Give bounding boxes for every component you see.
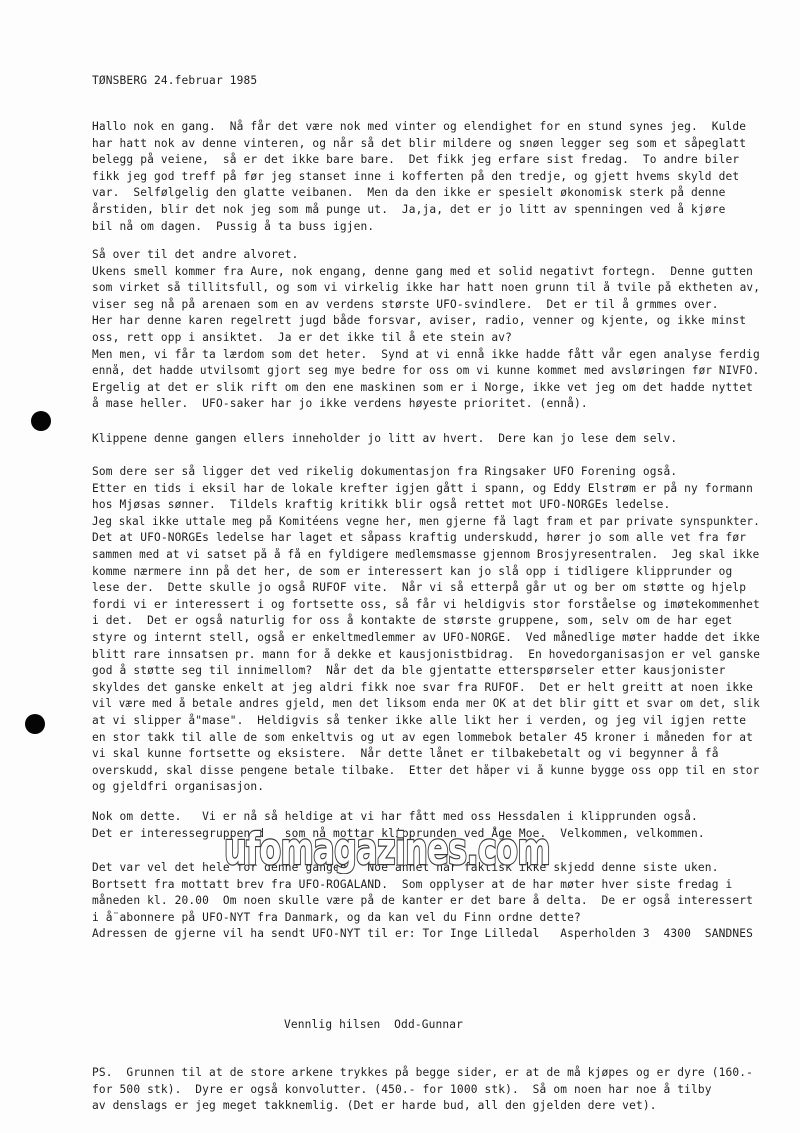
text-line: i å¨abonnere på UFO-NYT fra Danmark, og da kan vel du Finn ordne dette? bbox=[92, 910, 581, 924]
text-line: og gjeldfri organisasjon. bbox=[92, 780, 265, 794]
text-line: som virket så tillitsfull, og som vi virkelig ikke har hatt noen grunn til å tvile på ektheten av, bbox=[92, 281, 761, 295]
text-line: Så over til det andre alvoret. bbox=[92, 248, 299, 261]
text-line: blitt rare innsatsen pr. mann for å dekke et kausjonistbidrag. En hovedorganisasjon er vel ganske bbox=[92, 647, 761, 661]
text-line: oss, rett opp i ansiktet. Ja er det ikke til å ete stein av? bbox=[92, 331, 513, 344]
text-line: Adressen de gjerne vil ha sendt UFO-NYT til er: Tor Inge Lilledal Asperholden 3 4300 SANDNES bbox=[92, 927, 754, 941]
text-line: Ukens smell kommer fra Aure, nok engang, denne gang med et solid negativt fortegn. Denne gutten bbox=[92, 264, 754, 278]
text-line: Som dere ser så ligger det ved rikelig dokumentasjon fra Ringsaker UFO Forening også. bbox=[92, 465, 678, 478]
text-line: styre og internt stell, også er enkeltmedlemmer av UFO-NORGE. Ved månedlige møter hadde det ikke bbox=[92, 631, 760, 644]
text-line: vi skal kunne fortsette og eksistere. Når dette lånet er tilbakebetalt og vi begynner å få bbox=[92, 747, 719, 761]
text-line: overskudd, skal disse pengene betale tilbake. Etter det håper vi å kunne bygge oss opp til en stor bbox=[92, 763, 760, 777]
text-line: en stor takk til alle de som enkeltvis og ut av egen lommebok betaler 45 kroner i måneden for at bbox=[92, 730, 754, 744]
text-line: fordi vi er interessert i og fortsette oss, så får vi heldigvis stor forståelse og imøtekommenhet bbox=[92, 597, 760, 611]
text-line: Her har denne karen regelrett jugd både forsvar, aviser, radio, venner og kjente, og ikke minst bbox=[92, 314, 747, 328]
text-line: Hallo nok en gang. Nå får det være nok med vinter og elendighet for en stund synes jeg. Kulde bbox=[92, 120, 747, 133]
text-line: bil nå om dagen. Pussig å ta buss igjen. bbox=[92, 219, 375, 233]
ps-line: av denslags er jeg meget takknemlig. (Det er harde bud, all den gjelden dere vet). bbox=[92, 1099, 657, 1113]
punch-hole bbox=[31, 411, 51, 431]
watermark-text: ufomagazines.com bbox=[224, 824, 550, 874]
text-line: Det at UFO-NORGEs ledelse har laget et såpass kraftig underskudd, hører jo som alle vet fra før bbox=[92, 531, 747, 545]
text-line: viser seg nå på arenaen som en av verdens største UFO-svindlere. Det er til å grmmes over. bbox=[92, 297, 719, 311]
text-line: årstiden, blir det nok jeg som må punge ut. Ja,ja, det er jo litt av spenningen ved å kjøre bbox=[92, 203, 726, 216]
text-line: Ergelig at det er slik rift om den ene maskinen som er i Norge, ikke vet jeg om det hadde nyttet bbox=[92, 380, 754, 394]
text-line: belegg på veiene, så er det ikke bare bare. Det fikk jeg erfare sist fredag. To andre biler bbox=[92, 153, 740, 167]
text-line: i det. Det er også naturlig for oss å kontakte de største gruppene, som, selv om de har eget bbox=[92, 614, 733, 628]
text-line: Det var vel det hele for denne gangen. Noe annet har faktisk ikke skjedd denne siste uken. bbox=[92, 861, 719, 874]
text-line: måneden kl. 20.00 Om noen skulle være på de kanter er det bare å delta. De er også interessert bbox=[92, 894, 754, 908]
text-line: å mase heller. UFO-saker har jo ikke verdens høyeste prioritet. (ennå). bbox=[92, 397, 588, 411]
text-line: var. Selfølgelig den glatte veibanen. Men da den ikke er spesielt økonomisk sterk på denne bbox=[92, 186, 726, 200]
text-line: Bortsett fra mottatt brev fra UFO-ROGALAND. Som opplyser at de har møter hver siste fredag i bbox=[92, 877, 733, 891]
text-line: komme nærmere inn på det her, de som er interessert kan jo slå opp i tidligere klipprunder og bbox=[92, 564, 733, 578]
text-line: Klippene denne gangen ellers inneholder jo litt av hvert. Dere kan jo lese dem selv. bbox=[92, 432, 678, 445]
signature: Vennlig hilsen Odd-Gunnar bbox=[284, 1018, 464, 1031]
text-line: Etter en tids i eksil har de lokale krefter igjen gått i spann, og Eddy Elstrøm er på ny formann bbox=[92, 481, 754, 495]
text-line: fikk jeg god treff på før jeg stanset inne i kofferten på den tredje, og gjett hvems skyld det bbox=[92, 169, 740, 183]
text-line: lese der. Dette skulle jo også RUFOF vite. Når vi så etterpå går ut og ber om støtte og hjelp bbox=[92, 581, 747, 595]
text-line: Men men, vi får ta lærdom som det heter. Synd at vi ennå ikke hadde fått vår egen analyse ferdig bbox=[92, 347, 760, 361]
text-line: god å støtte seg til innimellom? Når det da ble gjentatte etterspørseler etter kausjonister bbox=[92, 664, 726, 678]
dateline: TØNSBERG 24.februar 1985 bbox=[92, 74, 258, 87]
punch-hole bbox=[25, 714, 45, 734]
text-line: Det er interessegruppen d som nå mottar klipprunden ved Åge Moe. Velkommen, velkommen. bbox=[92, 826, 705, 840]
ps-line: PS. Grunnen til at de store arkene trykkes på begge sider, er at de må kjøpes og er dyre (160.- bbox=[92, 1066, 754, 1079]
text-line: vil være med å betale andres gjeld, men det liksom enda mer OK at det blir gitt et svar om det, slik bbox=[92, 697, 760, 711]
text-line: Jeg skal ikke uttale meg på Komitéens vegne her, men gjerne få lagt fram et par private synspunkter. bbox=[92, 514, 760, 528]
text-line: ennå, det hadde utvilsomt gjort seg mye bedre for oss om vi kunne kommet med avsløringen før NIVFO. bbox=[92, 364, 760, 378]
text-line: at vi slipper å"mase". Heldigvis så tenker ikke alle likt her i verden, og jeg vil igjen rette bbox=[92, 714, 747, 727]
text-line: sammen med at vi satset på å få en fyldigere medlemsmasse gjennom Brosjyresentralen. Jeg skal ikke bbox=[92, 548, 760, 561]
text-line: hos Mjøsas sønner. Tildels kraftig kritikk blir også rettet mot UFO-NORGEs ledelse. bbox=[92, 498, 671, 512]
text-line: skyldes det ganske enkelt at jeg aldri fikk noe svar fra RUFOF. Det er helt greitt at noen ikke bbox=[92, 680, 754, 694]
ps-line: for 500 stk). Dyre er også konvolutter. (450.- for 1000 stk). Så om noen har noe å tilby bbox=[92, 1082, 712, 1096]
text-line: har hatt nok av denne vinteren, og når så det blir mildere og snøen legger seg som et såpeglatt bbox=[92, 136, 747, 150]
text-line: Nok om dette. Vi er nå så heldige at vi har fått med oss Hessdalen i klipprunden også. bbox=[92, 810, 698, 823]
